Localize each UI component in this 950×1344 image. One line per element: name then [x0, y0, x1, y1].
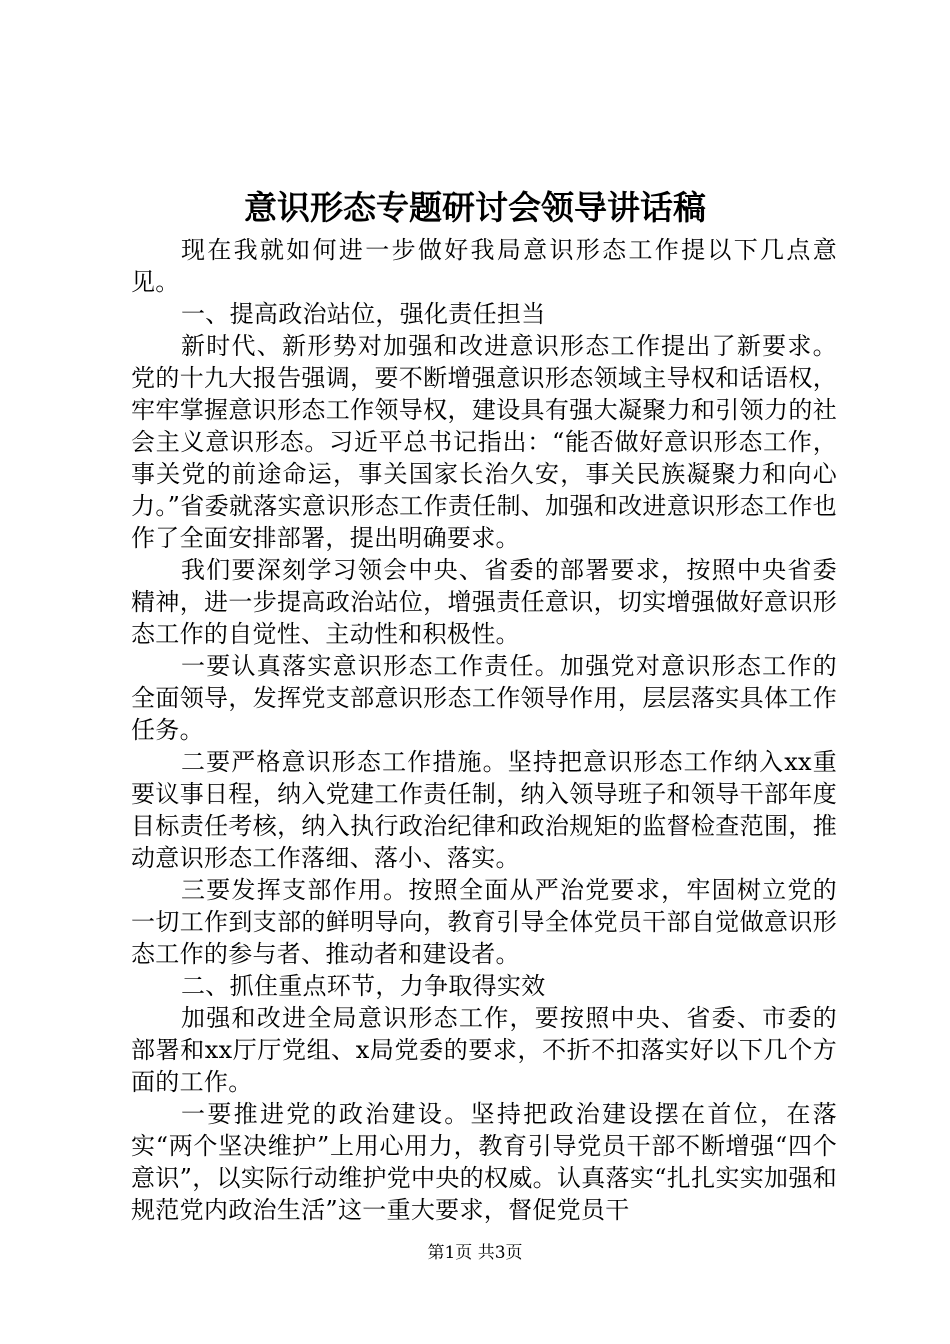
section-heading-2: 二、抓住重点环节，力争取得实效 — [181, 972, 546, 1000]
paragraph: 我们要深刻学习领会中央、省委的部署要求，按照中央省委精神，进一步提高政治站位，增强责任意识，切实增强做好意识形态工作的自觉性、主动性和积极性。 — [131, 556, 837, 648]
paragraph: 三要发挥支部作用。按照全面从严治党要求，牢固树立党的一切工作到支部的鲜明导向，教育引导全体党员干部自觉做意识形态工作的参与者、推动者和建设者。 — [131, 876, 837, 968]
paragraph: 加强和改进全局意识形态工作，要按照中央、省委、市委的部署和xx厅厅党组、x局党委的要求，不折不扣落实好以下几个方面的工作。 — [131, 1004, 837, 1096]
paragraph: 一要推进党的政治建设。坚持把政治建设摆在首位，在落实“两个坚决维护”上用心用力，教育引导党员干部不断增强“四个意识”，以实际行动维护党中央的权威。认真落实“扎扎实实加强和规范党内政治生活”这一重大要求，督促党员干 — [131, 1100, 837, 1224]
paragraph: 新时代、新形势对加强和改进意识形态工作提出了新要求。党的十九大报告强调，要不断增强意识形态领域主导权和话语权，牢牢掌握意识形态工作领导权，建设具有强大凝聚力和引领力的社会主义意识形态。习近平总书记指出：“能否做好意识形态工作，事关党的前途命运，事关国家长治久安，事关民族凝聚力和向心力。”省委就落实意识形态工作责任制、加强和改进意识形态工作也作了全面安排部署，提出明确要求。 — [131, 332, 837, 552]
paragraph: 二要严格意识形态工作措施。坚持把意识形态工作纳入xx重要议事日程，纳入党建工作责任制，纳入领导班子和领导干部年度目标责任考核，纳入执行政治纪律和政治规矩的监督检查范围，推动意识形态工作落细、落小、落实。 — [131, 748, 837, 872]
paragraph: 一要认真落实意识形态工作责任。加强党对意识形态工作的全面领导，发挥党支部意识形态工作领导作用，层层落实具体工作任务。 — [131, 652, 837, 744]
page-footer: 第1页 共3页 — [427, 1243, 523, 1263]
paragraph-intro: 现在我就如何进一步做好我局意识形态工作提以下几点意见。 — [131, 236, 837, 296]
document-body — [131, 234, 837, 1226]
document-title: 意识形态专题研讨会领导讲话稿 — [244, 188, 706, 227]
section-heading-1: 一、提高政治站位，强化责任担当 — [181, 300, 546, 328]
